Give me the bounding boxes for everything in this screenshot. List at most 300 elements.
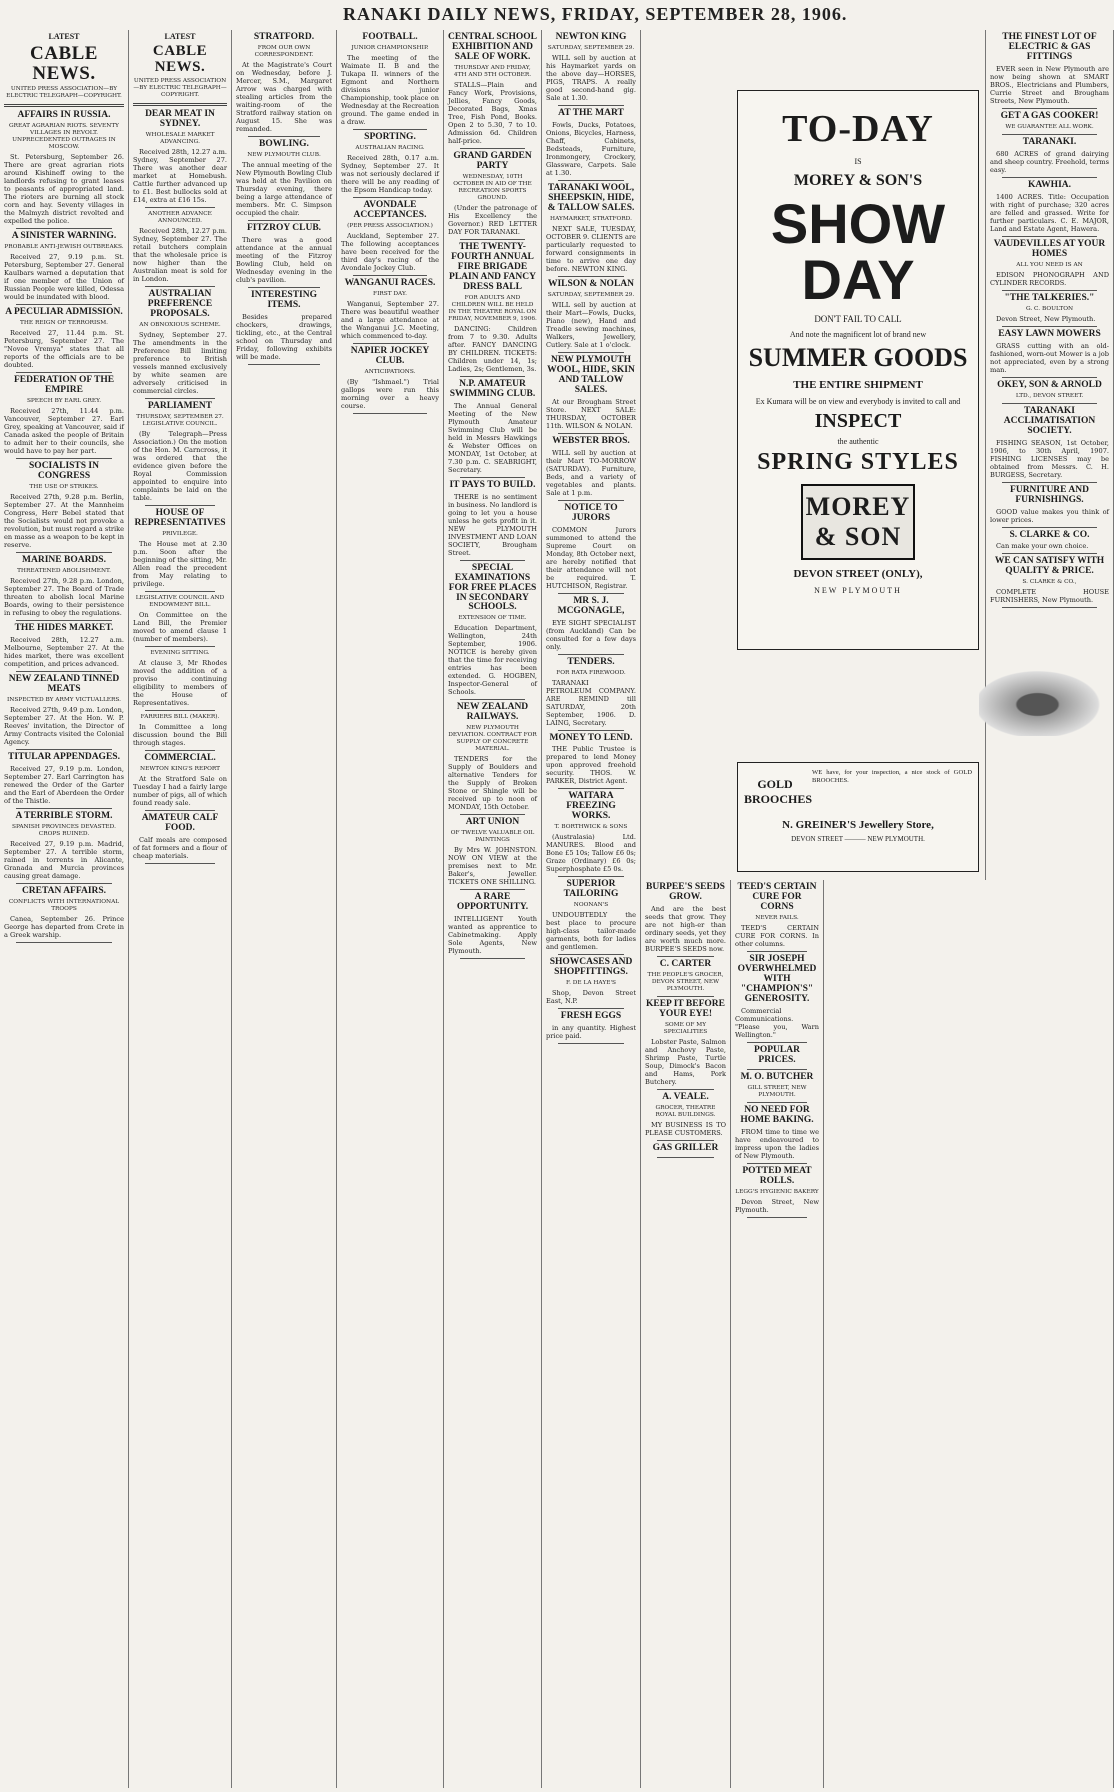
divider — [747, 1163, 807, 1164]
article-headline: PARLIAMENT — [147, 400, 213, 411]
article-headline: A PECULIAR ADMISSION. — [5, 307, 123, 318]
article — [448, 243, 537, 377]
article-subheadline: SATURDAY, SEPTEMBER 29. — [547, 44, 635, 51]
article-headline: CENTRAL SCHOOL EXHIBITION AND SALE OF WORK. — [448, 32, 537, 62]
divider — [353, 197, 427, 198]
article-headline: POTTED MEAT ROLLS. — [742, 1165, 812, 1186]
article-body: TEED'S CERTAIN CURE FOR CORNS. In other columns. — [735, 923, 819, 948]
article-subheadline: AUSTRALIAN RACING. — [355, 144, 425, 151]
article — [546, 958, 636, 1009]
article — [4, 675, 124, 750]
article — [735, 1073, 819, 1103]
divider — [747, 1217, 807, 1218]
article-headline: BURPEE'S SEEDS GROW. — [646, 882, 725, 902]
article-headline: TARANAKI. — [1022, 136, 1077, 147]
article-headline: THE TWENTY-FOURTH ANNUAL FIRE BRIGADE PLAIN AND FANCY DRESS BALL — [449, 241, 536, 292]
article — [448, 152, 537, 240]
article — [236, 61, 332, 137]
column-auctions — [542, 30, 641, 1788]
article-body: THE Public Trustee is prepared to lend Money upon approved freehold security. THOS. W. PARKER, District Agent. — [546, 745, 636, 786]
article-body: Education Department, Wellington, 24th September, 1906. NOTICE is hereby given that the time for receiving entries has been extended. G. HOGBEN, Inspector-General of Schools. — [448, 624, 537, 697]
divider — [16, 228, 112, 229]
article-subheadline: FIRST DAY. — [373, 290, 407, 297]
article-body: Received 27, 9.19 p.m. London, September 27. Earl Carrington has renewed the Order of the Garter and the Earl of Aberdeen the Order of the Thistle. — [4, 764, 124, 805]
article-subheadline: (PER PRESS ASSOCIATION.) — [347, 222, 433, 229]
article-headline: OKEY, SON & ARNOLD — [997, 379, 1102, 390]
article-headline: TARANAKI ACCLIMATISATION SOCIETY. — [1003, 405, 1096, 436]
article — [546, 437, 636, 501]
article-body: Can make your own choice. — [996, 542, 1089, 551]
phonograph-illustration — [979, 666, 1109, 736]
column-title: STRATFORD. — [253, 32, 315, 42]
article-headline: A RARE OPPORTUNITY. — [456, 892, 529, 913]
article-body: (By Telegraph—Press Association.) On the motion of the Hon. M. Carncross, it was ordered that the evidence given before the Royal Commission appointed to enquire into complaints be laid on the table. — [133, 429, 227, 502]
greiner-blurb: WE have, for your inspection, a nice stock of GOLD BROOCHES. — [812, 769, 972, 784]
article-headline: IT PAYS TO BUILD. — [449, 479, 536, 490]
divider — [145, 398, 215, 399]
column-cures — [731, 880, 824, 1788]
article-headline: WANGANUI RACES. — [344, 277, 436, 288]
article-headline: AT THE MART — [558, 107, 624, 118]
divider — [16, 883, 112, 884]
article-headline: WE CAN SATISFY WITH QUALITY & PRICE. — [994, 556, 1105, 577]
article — [341, 54, 439, 130]
divider — [558, 500, 624, 501]
morey-son-advert — [737, 90, 979, 650]
article — [448, 481, 537, 561]
article — [990, 138, 1109, 178]
article-body: Received 27, 9.19 p.m. Madrid, September 27. A terrible storm, rained in torrents in Alicante, Granada and Murcia provinces causing great damage. — [4, 839, 124, 880]
article-body: WILL sell by auction at their Mart TO-MORROW (SATURDAY). Furniture, Beds, and a variety of vegetables and plants. Sale at 1 p.m. — [546, 448, 636, 497]
article — [341, 347, 439, 414]
article-body: TENDERS for the Supply of Boulders and alternative Tenders for the Supply of Broken Stone or Shingle will be received up to noon of MONDAY, 15th October. — [448, 755, 537, 812]
article-subheadline: WHOLESALE MARKET ADVANCING. — [145, 131, 215, 145]
article — [448, 380, 537, 478]
article-subheadline: NOONAN'S — [573, 902, 609, 909]
article-headline: A TERRIBLE STORM. — [15, 810, 113, 821]
article-body: Received 28th, 12.27 a.m. Melbourne, September 27. At the hides market, there was excellent competition, and prices advanced. — [4, 635, 124, 668]
article-subheadline: EVENING SITTING. — [150, 649, 210, 656]
article-subheadline: PRIVILEGE. — [162, 530, 198, 537]
divider — [1002, 553, 1097, 554]
article — [448, 893, 537, 959]
divider — [558, 730, 624, 731]
divider — [1002, 236, 1097, 237]
article-subheadline: S. CLARKE & CO., — [1022, 579, 1077, 586]
advert-today-title: TO-DAY — [782, 108, 934, 150]
article-body: Besides prepared chockers, drawings, tickling, etc., at the Central school on Thursday and Friday, following exhibits will be made. — [236, 312, 332, 361]
divider — [657, 956, 714, 957]
article — [990, 381, 1109, 404]
divider — [1002, 607, 1097, 608]
divider — [558, 593, 624, 594]
article-headline: KAWHIA. — [1027, 179, 1072, 190]
divider — [657, 1089, 714, 1090]
article-headline: "THE TALKERIES." — [1004, 292, 1095, 303]
article — [990, 33, 1109, 109]
article-subheadline: NEW PLYMOUTH DEVIATION. CONTRACT FOR SUPPLY OF CONCRETE MATERIAL. — [448, 725, 537, 753]
article-subheadline: GREAT AGRARIAN RIOTS. SEVENTY VILLAGES IN REVOLT. UNPRECEDENTED OUTRAGES IN MOSCOW. — [8, 123, 120, 151]
article-headline: NEWTON KING — [555, 32, 627, 42]
article-body: FISHING SEASON, 1st October, 1906, to 30th April, 1907. FISHING LICENSES may be obtained from Messrs. C. H. BURGESS, Secretary. — [990, 438, 1109, 479]
article-body: (Under the patronage of His Excellency the Governor.) RED LETTER DAY FOR TARANAKI. — [448, 203, 537, 236]
article-subheadline: G. C. BOULTON — [1025, 305, 1074, 312]
article-body: Received 27th, 11.44 p.m. Vancouver, September 27. Earl Grey, speaking at Vancouver, said if Canada asked the people of Britain to admit her to their councils, she would have to pay her part. — [4, 407, 124, 456]
advert-town: NEW PLYMOUTH — [814, 586, 902, 595]
divider — [353, 413, 427, 414]
article-subheadline: SATURDAY, SEPTEMBER 29. — [547, 291, 635, 298]
article — [546, 33, 636, 106]
article-body: Received 27th, 9.28 p.m. London, September 27. The Board of Trade threaten to abolish local Marine Boards, owing to their persistence in refusing to obey the regulations. — [4, 577, 124, 618]
advert-authentic: the authentic — [837, 437, 879, 446]
gold-brooches-title: GOLD BROOCHES — [744, 777, 813, 806]
advert-summer-goods: SUMMER GOODS — [748, 343, 968, 372]
divider — [1002, 177, 1097, 178]
article — [4, 376, 124, 459]
article-headline: POPULAR PRICES. — [754, 1044, 800, 1065]
article — [990, 240, 1109, 291]
column-cable-news-2 — [129, 30, 232, 1788]
article-body: There was a good attendance at the annual meeting of the Fitzroy Bowling Club, held on Wednesday evening in the club's pavilion. — [236, 235, 332, 284]
article-headline: BOWLING. — [259, 138, 309, 149]
article-headline: AVONDALE ACCEPTANCES. — [353, 199, 427, 220]
article-headline: FRESH EGGS — [560, 1011, 622, 1022]
article — [546, 597, 636, 655]
divider — [460, 699, 525, 700]
article-headline: DEAR MEAT IN SYDNEY. — [145, 108, 215, 129]
article — [4, 887, 124, 943]
article — [4, 462, 124, 553]
article — [735, 1106, 819, 1164]
column-title: CABLE NEWS. — [152, 43, 208, 76]
article — [735, 1167, 819, 1218]
article — [4, 232, 124, 305]
article-body: At the Magistrate's Court on Wednesday, before J. Mercer, S.M., Margaret Arrow was charged with stealing articles from the waiting-room of the Stratford railway station on August 15. She was remanded. — [236, 60, 332, 133]
article-body: Received 28th, 12.27 a.m. Sydney, September 27. There was another dear market at Homebush. Cattle further advanced up to £1. Best bullocks sold at £14, extra at £16 15s. — [133, 147, 227, 204]
article — [133, 714, 227, 751]
article-subheadline: ANOTHER ADVANCE ANNOUNCED. — [148, 210, 212, 224]
article-subheadline: NEWTON KING'S REPORT — [140, 765, 220, 772]
article-subheadline: ALL YOU NEED IS AN — [1016, 261, 1083, 268]
article — [133, 509, 227, 592]
divider — [558, 276, 624, 277]
article-subheadline: ANTICIPATIONS. — [364, 368, 416, 375]
article-body: 1400 ACRES. Title: Occupation with right of purchase; 320 acres are felled and grassed. Write for further particulars. C. E. MAJOR, Land and Estate Agent, Hawera. — [990, 192, 1109, 233]
article-headline: THE FINEST LOT OF ELECTRIC & GAS FITTINGS — [1002, 32, 1097, 62]
article-headline: TENDERS. — [567, 656, 615, 667]
article-subheadline: WE GUARANTEE ALL WORK. — [1005, 123, 1094, 130]
article — [546, 356, 636, 434]
article-headline: TEED'S CERTAIN CURE FOR CORNS — [737, 882, 817, 912]
article-body: The meeting of the Waimate II. B and the Tukapa II. winners of the Egmont and Northern divisions junior Championship, took place on Wednesday at the Recreation ground. The game ended in a draw. — [341, 53, 439, 126]
article — [133, 402, 227, 506]
column-grocers — [641, 880, 731, 1788]
article-headline: SUPERIOR TAILORING — [563, 879, 619, 900]
article — [990, 486, 1109, 528]
article — [546, 109, 636, 181]
article-body: INTELLIGENT Youth wanted as apprentice to Cabinetmaking. Apply Sole Agents, New Plymouth. — [448, 915, 537, 956]
article-headline: GRAND GARDEN PARTY — [453, 150, 532, 171]
article-body: Received 28th, 0.17 a.m. Sydney, September 27. It was not seriously declared if there will be any reading of the Epsom Handicap today. — [341, 153, 439, 194]
morey-son-logo: MOREY & SON — [801, 484, 915, 560]
article-headline: FEDERATION OF THE EMPIRE — [13, 375, 115, 396]
article-subheadline: INSPECTED BY ARMY VICTUALLERS. — [6, 696, 122, 703]
divider — [1002, 134, 1097, 135]
divider — [16, 749, 112, 750]
divider — [460, 889, 525, 890]
divider — [145, 710, 215, 711]
article-headline: AUSTRALIAN PREFERENCE PROPOSALS. — [147, 288, 213, 319]
article-subheadline: NEVER FAILS. — [755, 914, 799, 921]
article-headline: WILSON & NOLAN — [547, 278, 635, 289]
article-body: STALLS—Plain and Fancy Work, Provisions, Jellies, Fancy Goods, Decorated Bags, Xmas Tree, Fish Pond, Books. Open 2 to 5.30, 7 to 10. Admission 6d. Children half-price. — [448, 80, 537, 145]
article-subheadline: FOR ADULTS AND CHILDREN WILL BE HELD IN THE THEATRE ROYAL ON FRIDAY, NOVEMBER 9, 1906. — [448, 294, 537, 322]
greiner-store-name: N. GREINER'S Jewellery Store, — [782, 819, 934, 831]
article-subheadline: LEGISLATIVE COUNCIL AND ENDOWMENT BILL. — [135, 594, 225, 608]
divider — [145, 750, 215, 751]
advert-dont-fail: DON'T FAIL TO CALL — [814, 314, 902, 324]
column-subtitle: FROM OUR OWN CORRESPONDENT. — [254, 44, 314, 58]
divider — [460, 958, 525, 959]
article-subheadline: OF TWELVE VALUABLE OIL PAINTINGS — [450, 830, 535, 844]
advert-is: IS — [854, 157, 862, 166]
article — [4, 624, 124, 672]
article-headline: MR S. J. MCGONAGLE, — [557, 595, 625, 616]
article-headline: C. CARTER — [659, 958, 712, 969]
article-body: St. Petersburg, September 26. There are great agrarian riots around Kishineff owing to the landlords refusing to grant leases to peasants of appropriated land. The rioters are burning all stock corn and hay. Seventy villages in the Malmyzh district revolted and expelled the police. — [4, 153, 124, 226]
article — [4, 556, 124, 621]
divider — [1002, 482, 1097, 483]
article — [546, 658, 636, 731]
article-body: TARANAKI PETROLEUM COMPANY. ARE REMIND till SATURDAY, 20th September, 1906. D. LAING, Secretary. — [546, 678, 636, 727]
article-headline: KEEP IT BEFORE YOUR EYE! — [645, 998, 725, 1019]
divider — [558, 433, 624, 434]
divider — [657, 1157, 714, 1158]
article-body: EVER seen in New Plymouth are now being shown at SMART BROS., Electricians and Plumbers, Currie Street and Brougham Streets, New Plymouth. — [990, 64, 1109, 105]
article — [341, 133, 439, 198]
divider — [248, 287, 320, 288]
article-subheadline: GILL STREET, NEW PLYMOUTH. — [747, 1084, 807, 1098]
article-body: Received 27, 9.19 p.m. St. Petersburg, September 27. General Kaulbars warned a deputation that if one member of the Union of Russian People were killed, Odessa would be inundated with blood. — [4, 253, 124, 302]
article-body: WILL sell by auction at their Mart—Fowls, Ducks, Piano (new), Hand and Treadle sewing machines, Walkers, Jewellery, Cutlery. Sale at 1 o'clock. — [546, 300, 636, 349]
divider — [1002, 326, 1097, 327]
article — [990, 531, 1109, 555]
article — [735, 1046, 819, 1070]
article — [645, 960, 726, 997]
article — [236, 140, 332, 221]
article — [4, 111, 124, 229]
article — [990, 112, 1109, 135]
advert-firm-name: MOREY & SON'S — [793, 172, 923, 189]
article-headline: SOCIALISTS IN CONGRESS — [29, 461, 99, 482]
article-subheadline: SPANISH PROVINCES DEVASTED. CROPS RUINED. — [12, 823, 116, 837]
article-subheadline: THE REIGN OF TERRORISM. — [19, 320, 109, 327]
article-headline: NO NEED FOR HOME BAKING. — [740, 1104, 814, 1125]
article-subheadline: THE PEOPLE'S GROCER, DEVON STREET, NEW PLYMOUTH. — [647, 971, 724, 992]
article-headline: TARANAKI WOOL, SHEEPSKIN, HIDE, & TALLOW SALES. — [547, 182, 635, 213]
article-body: Sydney, September 27. The amendments in the Preference Bill limiting preference to British vessels manned exclusively by white seamen are adversely criticised in commercial circles. — [133, 330, 227, 395]
article-body: At our Brougham Street Store. NEXT SALE: THURSDAY, OCTOBER 11th. WILSON & NOLAN. — [546, 397, 636, 430]
article-body: DANCING: Children from 7 to 9.30. Adults after. FANCY DANCING BY CHILDREN. TICKETS: Children under 14, 1s; Ladies, 2s; Gentlemen, 3s. — [448, 324, 537, 373]
divider — [353, 275, 427, 276]
divider — [460, 477, 525, 478]
divider — [145, 207, 215, 208]
article — [546, 184, 636, 277]
article-body: Received 27, 11.44 p.m. St. Petersburg, September 27. The "Novoe Vremya" states that all reports of the officials are to be doubted. — [4, 329, 124, 370]
article-headline: GET A GAS COOKER! — [1000, 110, 1099, 121]
divider — [16, 671, 112, 672]
divider — [16, 808, 112, 809]
divider — [145, 810, 215, 811]
advert-show-day: SHOW DAY — [770, 192, 946, 311]
article-headline: MONEY TO LEND. — [549, 732, 633, 743]
article — [448, 33, 537, 149]
divider — [16, 552, 112, 553]
article-body: NEXT SALE, TUESDAY, OCTOBER 9. CLIENTS are particularly requested to forward consignments in time to arrive one day before. NEWTON KING. — [546, 224, 636, 273]
article-body: The Annual General Meeting of the New Plymouth Amateur Swimming Club will be held in Messrs Hawkings & Webster Offices on MONDAY, 1st October, at 7.30 p.m. C. SEABRIGHT, Secretary. — [448, 401, 537, 474]
greiner-address: DEVON STREET ——— NEW PLYMOUTH. — [791, 835, 925, 843]
article-subheadline: NEW PLYMOUTH CLUB. — [247, 151, 321, 158]
article — [133, 650, 227, 711]
article-body: Received 27th, 9.49 p.m. London, September 27. At the Hon. W. P. Reeves' invitation, the Director of Army Contracts visited the Colonial Agency. — [4, 705, 124, 746]
advert-entire-shipment: THE ENTIRE SHIPMENT — [793, 379, 923, 391]
article-subheadline: THREATENED ABOLISHMENT. — [17, 568, 111, 575]
divider — [558, 788, 624, 789]
article-headline: THE HIDES MARKET. — [14, 623, 114, 634]
article-subheadline: PROBABLE ANTI-JEWISH OUTBREAKS. — [4, 244, 124, 251]
article-headline: S. CLARKE & CO. — [1009, 529, 1090, 540]
advert-invite-line: Ex Kumara will be on view and everybody is invited to call and — [755, 397, 961, 406]
divider — [558, 180, 624, 181]
article-subheadline: WEDNESDAY, 10TH OCTOBER IN AID OF THE RECREATION SPORTS GROUND. — [453, 173, 532, 201]
divider — [1002, 377, 1097, 378]
article-body: Commercial Communications. "Please you, Warn Wellington." — [735, 1006, 819, 1039]
masthead: RANAKI DAILY NEWS, FRIDAY, SEPTEMBER 28, 1906. — [343, 4, 848, 24]
article — [4, 812, 124, 884]
article-headline: FURNITURE AND FURNISHINGS. — [1010, 484, 1089, 505]
article-subheadline: SPEECH BY EARL GREY. — [26, 398, 102, 405]
article — [133, 814, 227, 864]
article-body: MY BUSINESS IS TO PLEASE CUSTOMERS. — [645, 1120, 726, 1137]
article-subheadline: CONFLICTS WITH INTERNATIONAL TROOPS — [8, 898, 120, 912]
article-body: 680 ACRES of grand dairying and sheep country. Freehold, terms easy. — [990, 149, 1109, 174]
article — [990, 294, 1109, 327]
column-title: CABLE NEWS. — [30, 43, 98, 85]
article-headline: AFFAIRS IN RUSSIA. — [17, 110, 111, 121]
article-body: The annual meeting of the New Plymouth Bowling Club was held at the Pavilion on Thursday evening, there being a large attendance of members. Mr. C. Simpson occupied the chair. — [236, 160, 333, 217]
article-body: Fowls, Ducks, Potatoes, Onions, Bicycles, Harness, Chaff, Cabinets, Bedsteads, Furniture, Ironmongery, Crockery, Glassware, Carpets. Sale at 1.30. — [546, 120, 636, 177]
article — [4, 753, 124, 809]
article — [236, 224, 332, 288]
article-body: EYE SIGHT SPECIALIST (from Auckland) Can be consulted for a few days only. — [546, 618, 636, 651]
divider — [145, 591, 215, 592]
article-body: (Australasia) Ltd. MANURES. Blood and Bone £5 10s; Tallow £6 0s; Graze (Ordinary) £6 0s; Superphosphate £5 0s. — [546, 833, 636, 874]
divider — [248, 364, 320, 365]
divider — [460, 376, 525, 377]
article — [546, 880, 636, 955]
article-headline: M. O. BUTCHER — [740, 1071, 814, 1082]
article-subheadline: F. DE LA HAYE'S — [565, 980, 617, 987]
divider — [558, 105, 624, 106]
article — [341, 279, 439, 344]
divider — [747, 1042, 807, 1043]
divider — [145, 646, 215, 647]
divider — [747, 951, 807, 952]
divider — [1002, 108, 1097, 109]
divider — [145, 286, 215, 287]
article-headline: NEW ZEALAND RAILWAYS. — [456, 702, 529, 723]
article-subheadline: FARRIERS BILL (MAKER). — [140, 713, 220, 720]
article-headline: VAUDEVILLES AT YOUR HOMES — [993, 238, 1106, 259]
article-headline: WEBSTER BROS. — [552, 435, 630, 446]
article — [735, 883, 819, 952]
divider — [16, 942, 112, 943]
column-football — [337, 30, 444, 1788]
article-headline: N.P. AMATEUR SWIMMING CLUB. — [449, 378, 536, 399]
article-headline: CRETAN AFFAIRS. — [21, 885, 107, 896]
article — [990, 181, 1109, 237]
column-subtitle: UNITED PRESS ASSOCIATION—BY ELECTRIC TELEGRAPH—COPYRIGHT. — [133, 77, 227, 98]
article — [645, 883, 726, 957]
article-headline: EASY LAWN MOWERS — [998, 328, 1101, 339]
article-headline: FITZROY CLUB. — [246, 222, 322, 233]
divider — [353, 343, 427, 344]
advert-note-line: And note the magnificent lot of brand new — [789, 330, 927, 339]
article-body: Shop, Devon Street East, N.P. — [546, 989, 636, 1006]
article-headline: SPECIAL EXAMINATIONS FOR FREE PLACES IN SECONDARY SCHOOLS. — [448, 562, 537, 613]
article-headline: NOTICE TO JURORS — [564, 502, 618, 523]
divider — [558, 1008, 624, 1009]
article — [546, 792, 636, 877]
article-body: COMPLETE HOUSE FURNISHERS, New Plymouth. — [990, 588, 1109, 605]
advert-spring-styles: SPRING STYLES — [757, 449, 959, 475]
article-subheadline: LTD., DEVON STREET. — [1015, 392, 1084, 399]
greiner-jewellery-advert — [737, 762, 979, 872]
article — [448, 818, 537, 890]
article-headline: COMMERCIAL. — [144, 752, 216, 763]
article-headline: ART UNION — [465, 817, 520, 828]
article-headline: AMATEUR CALF FOOD. — [141, 812, 219, 833]
article-body: At clause 3, Mr Rhodes moved the addition of a proviso continuing eligibility to members of the House of Representatives. — [133, 658, 227, 707]
article-subheadline: THURSDAY, SEPTEMBER 27. LEGISLATIVE COUNCIL. — [136, 413, 224, 427]
article-body: COMMON Jurors summoned to attend the Supreme Court on Monday, 8th October next, are hereby notified that their attendance will not be required. T. HUTCHISON, Registrar. — [546, 525, 636, 590]
article-subheadline: EXTENSION OF TIME. — [458, 615, 527, 622]
article-subheadline: FOR RATA FIREWOOD. — [556, 669, 626, 676]
article-headline: TITULAR APPENDAGES. — [8, 751, 120, 762]
divider — [558, 954, 624, 955]
article — [546, 504, 636, 594]
divider — [657, 1140, 714, 1141]
article — [133, 754, 227, 811]
column-notices — [444, 30, 542, 1788]
article — [4, 308, 124, 373]
divider — [248, 220, 320, 221]
article-headline: A. VEALE. — [662, 1091, 709, 1102]
divider — [1002, 403, 1097, 404]
divider — [1002, 290, 1097, 291]
article — [645, 1093, 726, 1141]
article — [448, 703, 537, 815]
advert-street: DEVON STREET (ONLY), — [793, 568, 923, 580]
article-subheadline: THE USE OF STRIKES. — [29, 484, 99, 491]
article-headline: WAITARA FREEZING WORKS. — [566, 791, 616, 822]
article-body: On Committee on the Land Bill, the Premier moved to amend clause 1 (number of members). — [133, 610, 227, 643]
column-classifieds — [986, 30, 1114, 1788]
article — [341, 201, 439, 276]
divider — [145, 863, 215, 864]
article-body: GRASS cutting with an old-fashioned, worn-out Mower is a job not appreciated, even by a strong man. — [990, 341, 1109, 374]
column-title: FOOTBALL. — [362, 32, 418, 42]
